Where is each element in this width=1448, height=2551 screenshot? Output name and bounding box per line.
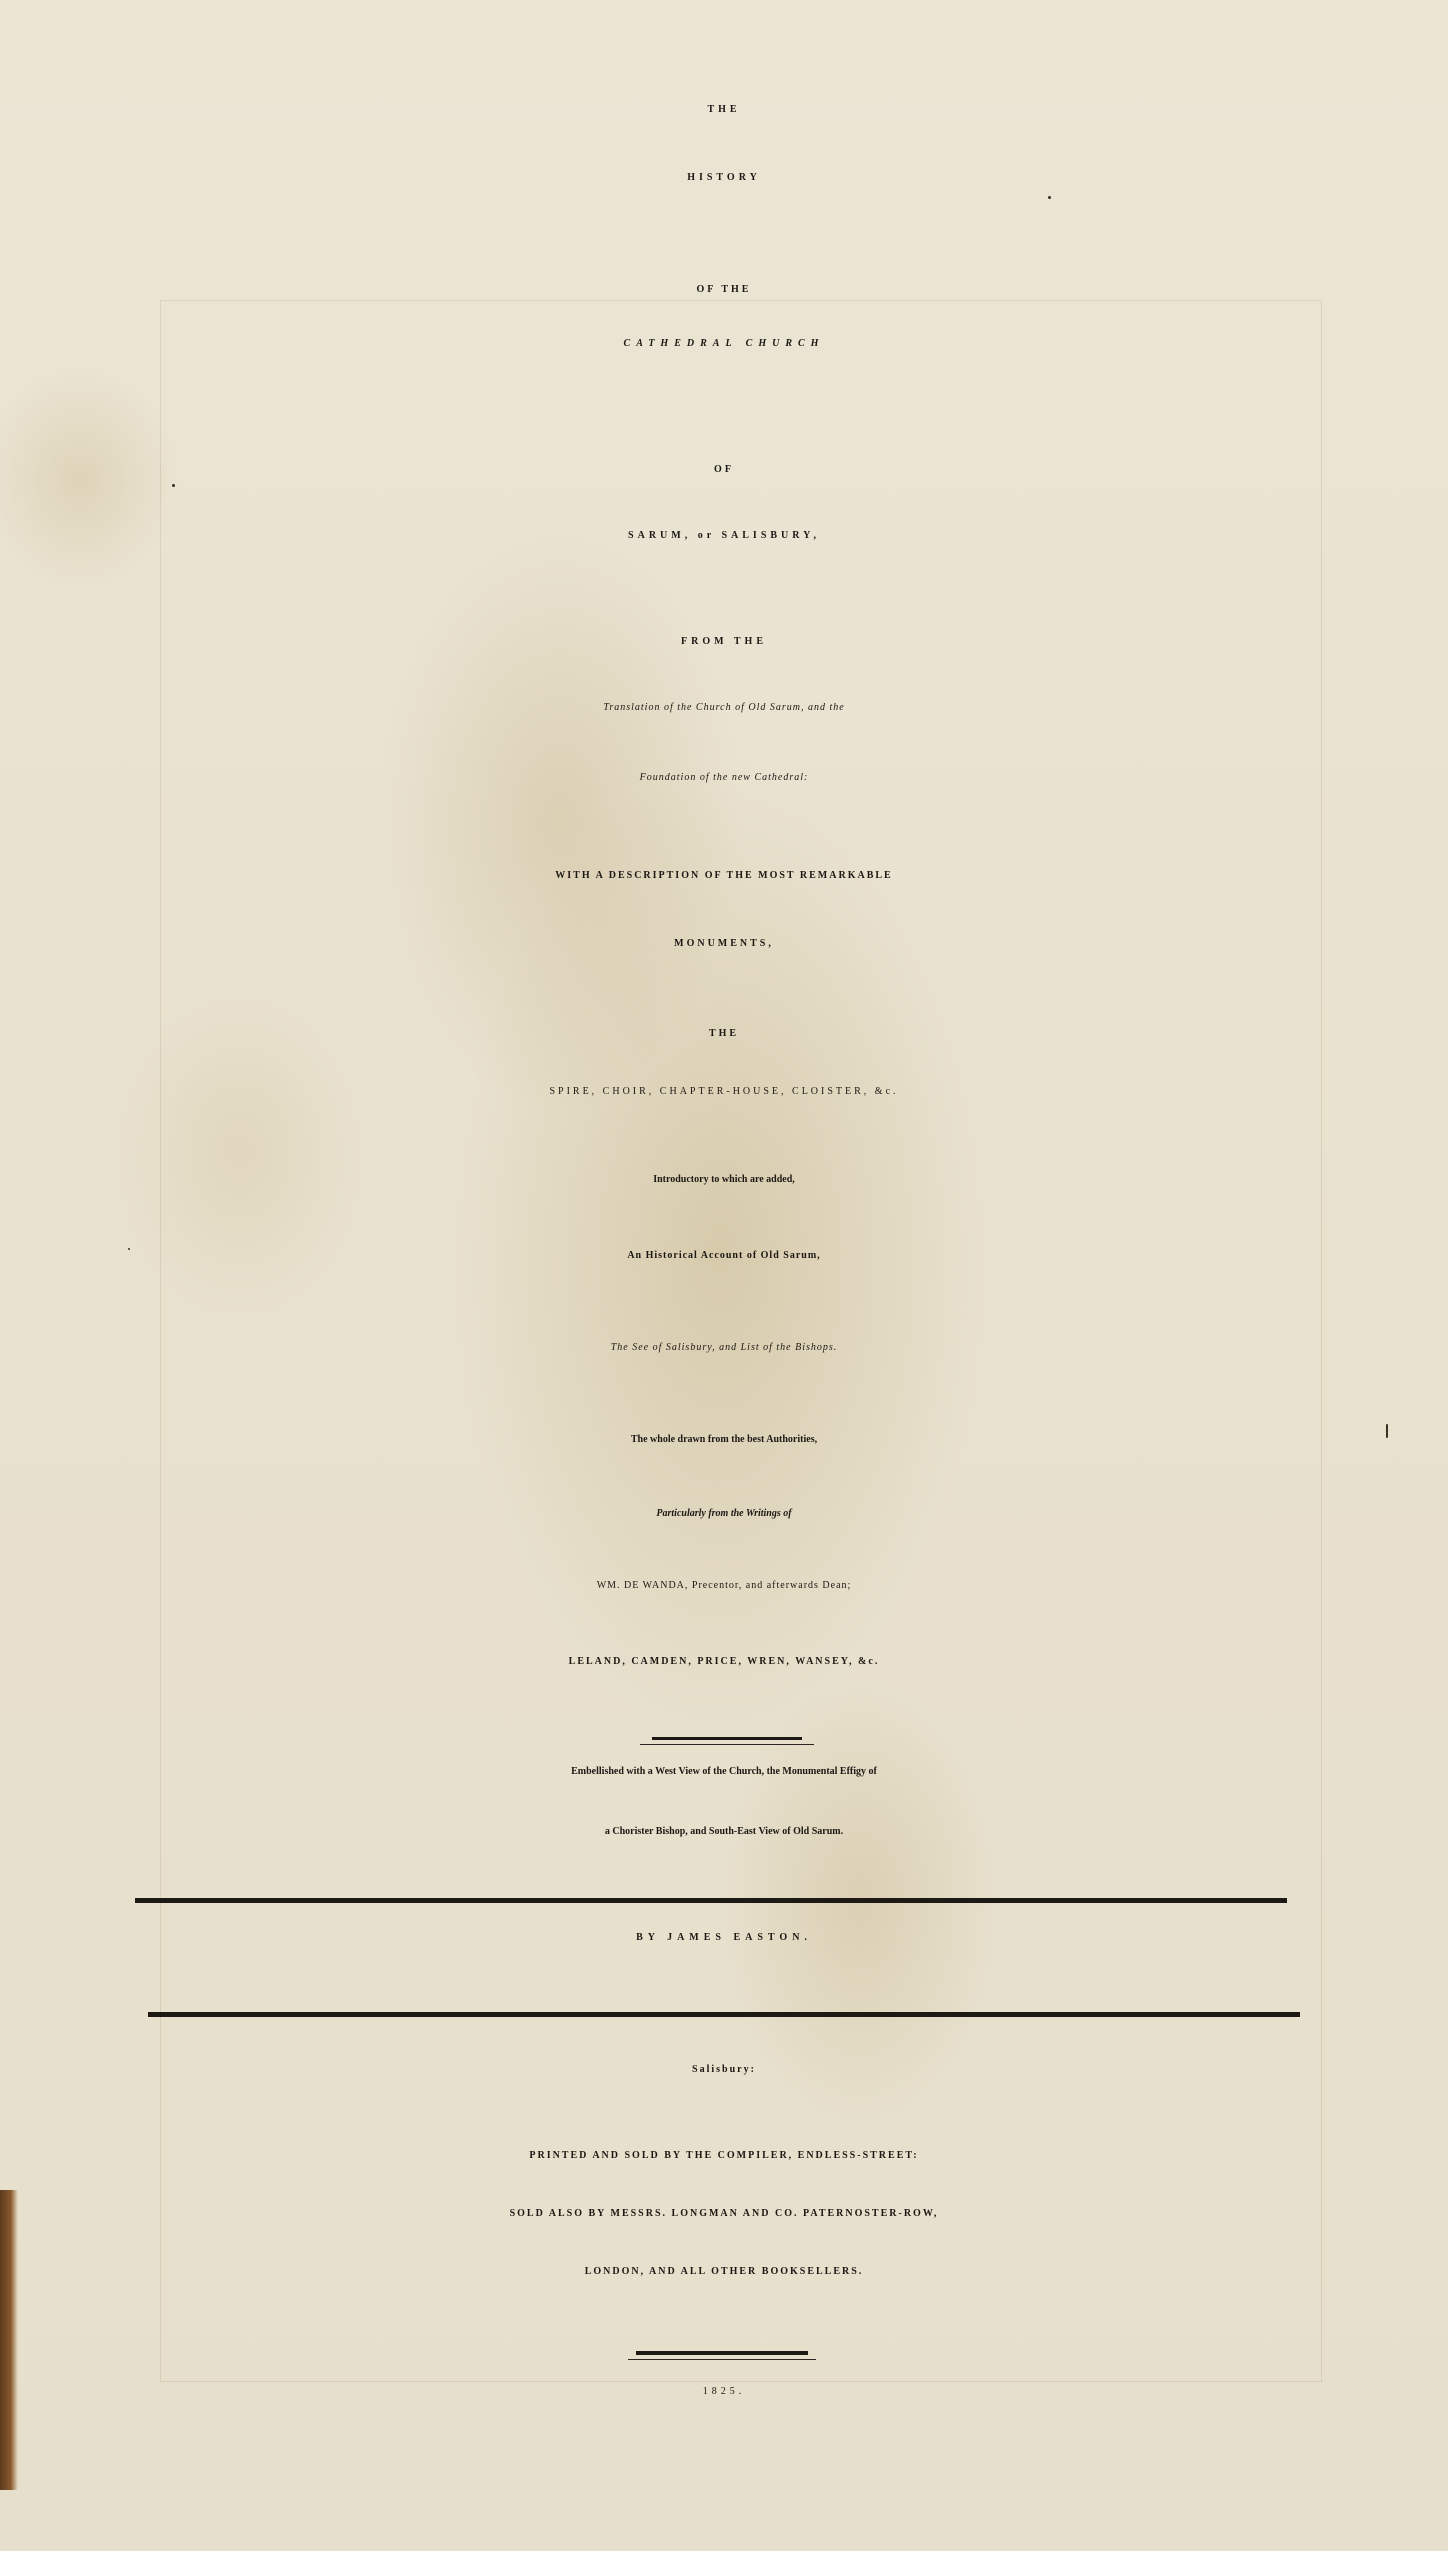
line-place: Salisbury: bbox=[692, 2064, 756, 2075]
line-history: HISTORY bbox=[687, 172, 761, 183]
divider-long-1 bbox=[135, 1898, 1287, 1903]
line-particularly: Particularly from the Writings of bbox=[656, 1508, 792, 1519]
divider-short-1 bbox=[652, 1737, 802, 1740]
divider-short-2 bbox=[636, 2351, 808, 2355]
line-embellished-1: Embellished with a West View of the Church, the Monumental Effigy of bbox=[571, 1766, 877, 1777]
paper-speck bbox=[172, 484, 175, 487]
line-from-the: FROM THE bbox=[681, 636, 767, 647]
line-printed-3: LONDON, AND ALL OTHER BOOKSELLERS. bbox=[584, 2266, 864, 2277]
line-translation-2: Foundation of the new Cathedral: bbox=[639, 772, 809, 783]
line-embellished-2: a Chorister Bishop, and South-East View of Old Sarum. bbox=[604, 1826, 844, 1837]
line-leland-camden: LELAND, CAMDEN, PRICE, WREN, WANSEY, &c. bbox=[568, 1656, 880, 1667]
line-sarum-or-salisbury: SARUM, or SALISBURY, bbox=[628, 530, 820, 541]
line-the: THE bbox=[707, 104, 741, 115]
line-introductory: Introductory to which are added, bbox=[653, 1174, 795, 1185]
line-cathedral-church: CATHEDRAL CHURCH bbox=[623, 338, 825, 349]
line-of-the: OF THE bbox=[696, 284, 752, 295]
line-author: BY JAMES EASTON. bbox=[636, 1932, 812, 1943]
line-spire-choir: SPIRE, CHOIR, CHAPTER-HOUSE, CLOISTER, &c. bbox=[549, 1086, 899, 1097]
line-translation-1: Translation of the Church of Old Sarum, and the bbox=[603, 702, 845, 713]
line-printed-1: PRINTED AND SOLD BY THE COMPILER, ENDLESS-STREET: bbox=[529, 2150, 919, 2161]
binding-edge bbox=[0, 2190, 18, 2490]
line-see-of-salisbury: The See of Salisbury, and List of the Bishops. bbox=[610, 1342, 838, 1353]
line-description: WITH A DESCRIPTION OF THE MOST REMARKABLE bbox=[555, 870, 893, 881]
paper-speck bbox=[128, 1248, 130, 1250]
line-wm-de-wanda: WM. DE WANDA, Precentor, and afterwards Dean; bbox=[596, 1580, 852, 1591]
line-printed-2: SOLD ALSO BY MESSRS. LONGMAN AND CO. PATERNOSTER-ROW, bbox=[509, 2208, 939, 2219]
line-of: OF bbox=[714, 464, 734, 475]
line-year: 1825. bbox=[702, 2386, 746, 2397]
divider-thin-2 bbox=[628, 2359, 816, 2360]
paper-speck bbox=[1048, 196, 1051, 199]
line-the-2: THE bbox=[708, 1028, 740, 1039]
line-whole-drawn: The whole drawn from the best Authorities, bbox=[630, 1434, 818, 1445]
divider-long-2 bbox=[148, 2012, 1300, 2017]
divider-thin-1 bbox=[640, 1744, 814, 1745]
line-historical-account: An Historical Account of Old Sarum, bbox=[627, 1250, 821, 1261]
line-monuments: MONUMENTS, bbox=[674, 938, 774, 949]
paper-speck bbox=[1386, 1424, 1388, 1438]
